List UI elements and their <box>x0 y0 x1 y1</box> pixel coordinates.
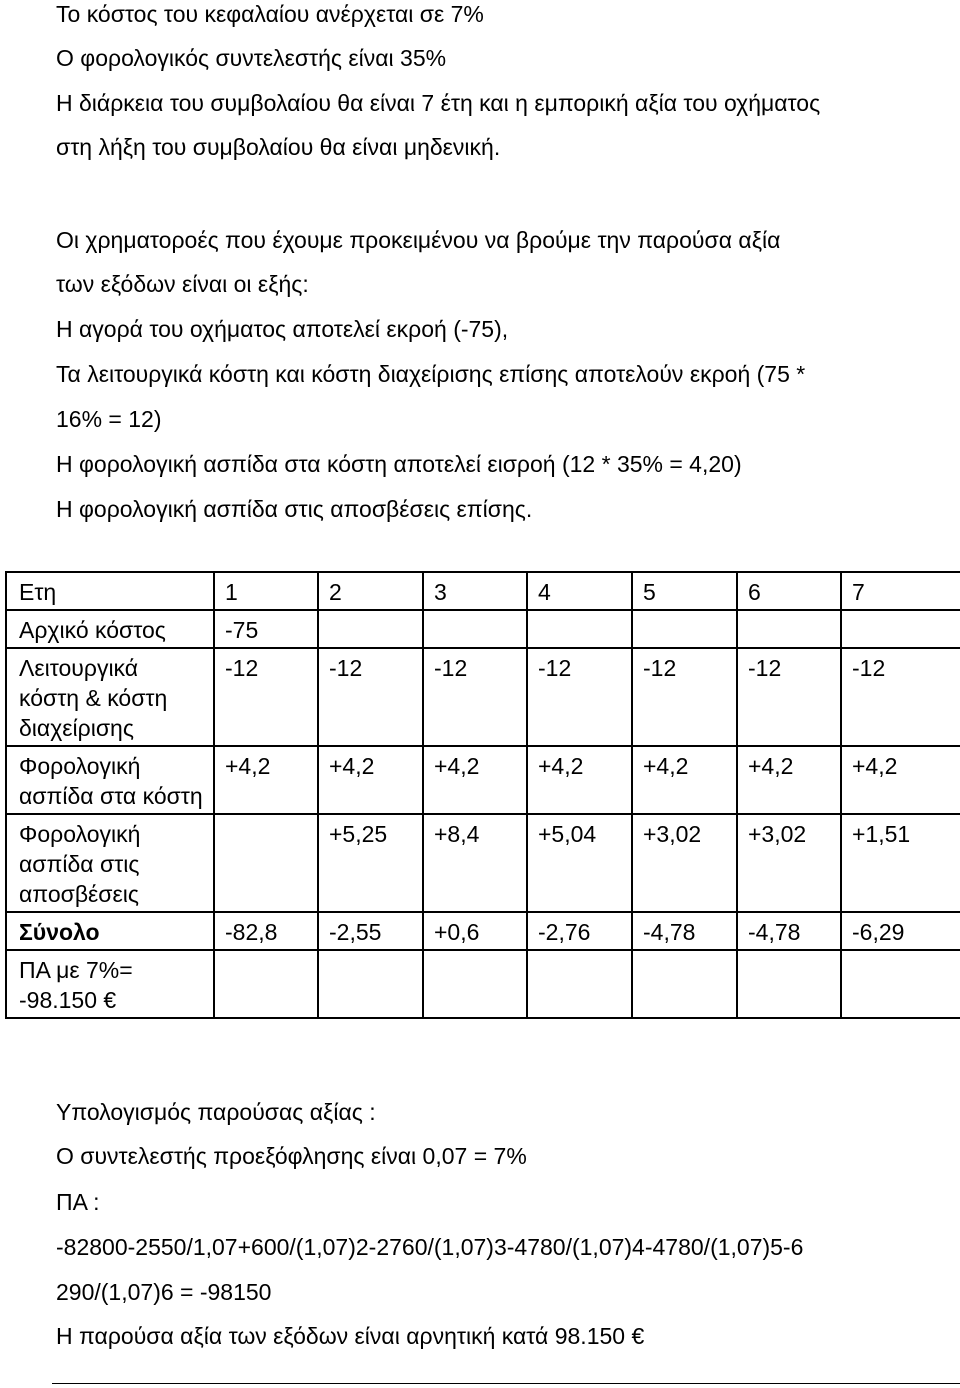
total-value-cell: -4,78 <box>632 912 737 950</box>
empty-cell <box>214 950 318 1018</box>
result-text: Η παρούσα αξία των εξόδων είναι αρνητική κατά 98.150 <box>56 1323 626 1349</box>
total-value-cell: -6,29 <box>841 912 960 950</box>
contract-duration-line: Η διάρκεια του συμβολαίου θα είναι 7 έτη και η εμπορική αξία του οχήματος <box>56 90 821 116</box>
contract-duration-line-cont: στη λήξη του συμβολαίου θα είναι μηδενική. <box>56 134 501 160</box>
present-value-label: ΠΑ με 7%= <box>19 957 133 983</box>
value-cell: +3,02 <box>632 814 737 912</box>
total-value-cell: +0,6 <box>423 912 527 950</box>
value-cell <box>214 814 318 912</box>
operating-costs-row <box>6 648 960 746</box>
tax-shield-costs-line: Η φορολογική ασπίδα στα κόστη αποτελεί εισροή (12 * 35% = 4,20) <box>56 451 742 477</box>
operating-costs-line: Τα λειτουργικά κόστη και κόστη διαχείρισης επίσης αποτελούν εκροή (75 * <box>56 361 806 387</box>
value-cell <box>632 610 737 648</box>
empty-cell <box>423 950 527 1018</box>
total-label-cell: Σύνολο <box>6 912 214 950</box>
row-label-cell: Φορολογική ασπίδα στις αποσβέσεις <box>6 814 214 912</box>
result-line <box>56 1325 644 1348</box>
calc-title: Υπολογισμός παρούσας αξίας : <box>56 1099 376 1125</box>
value-cell: +4,2 <box>214 746 318 814</box>
tax-rate-line: Ο φορολογικός συντελεστής είναι 35% <box>56 45 447 71</box>
year-header-cell: 7 <box>841 572 960 610</box>
year-header-cell: 5 <box>632 572 737 610</box>
present-value-row <box>6 950 960 1018</box>
initial-cost-row <box>6 610 960 648</box>
year-header-cell: 6 <box>737 572 841 610</box>
value-cell: +4,2 <box>632 746 737 814</box>
value-cell: -75 <box>214 610 318 648</box>
year-header-cell: 2 <box>318 572 423 610</box>
table-header-row <box>6 572 960 610</box>
value-cell: -12 <box>214 648 318 746</box>
empty-cell <box>632 950 737 1018</box>
value-cell: +5,25 <box>318 814 423 912</box>
empty-cell <box>737 950 841 1018</box>
discount-rate-line: Ο συντελεστής προεξόφλησης είναι 0,07 = 7% <box>56 1143 527 1169</box>
tax-shield-costs-row <box>6 746 960 814</box>
value-cell <box>318 610 423 648</box>
value-cell: +4,2 <box>527 746 632 814</box>
empty-cell <box>527 950 632 1018</box>
capital-cost-line: Το κόστος του κεφαλαίου ανέρχεται σε 7% <box>56 1 484 27</box>
value-cell <box>841 610 960 648</box>
row-label-cell: Αρχικό κόστος <box>6 610 214 648</box>
present-value-amount: -98.150 <box>19 987 98 1013</box>
total-row <box>6 912 960 950</box>
empty-cell <box>318 950 423 1018</box>
value-cell: +8,4 <box>423 814 527 912</box>
value-cell: +4,2 <box>423 746 527 814</box>
value-cell: +1,51 <box>841 814 960 912</box>
pa-label: ΠΑ : <box>56 1189 100 1215</box>
value-cell: +4,2 <box>737 746 841 814</box>
value-cell: +5,04 <box>527 814 632 912</box>
present-value-cell <box>6 950 214 1018</box>
flows-intro-line: Οι χρηματοροές που έχουμε προκειμένου να βρούμε την παρούσα αξία <box>56 227 781 253</box>
formula-line-cont: 290/(1,07)6 = -98150 <box>56 1279 272 1305</box>
value-cell: -12 <box>527 648 632 746</box>
total-value-cell: -4,78 <box>737 912 841 950</box>
value-cell: +3,02 <box>737 814 841 912</box>
operating-costs-line-cont: 16% = 12) <box>56 406 162 432</box>
euro-icon: € <box>103 987 117 1013</box>
cash-flow-table <box>5 571 960 1019</box>
value-cell: -12 <box>318 648 423 746</box>
tax-shield-depreciation-row <box>6 814 960 912</box>
flows-intro-line-cont: των εξόδων είναι οι εξής: <box>56 271 309 297</box>
years-header-cell: Ετη <box>6 572 214 610</box>
year-header-cell: 4 <box>527 572 632 610</box>
value-cell <box>527 610 632 648</box>
value-cell: +4,2 <box>841 746 960 814</box>
total-value-cell: -2,55 <box>318 912 423 950</box>
formula-line: -82800-2550/1,07+600/(1,07)2-2760/(1,07)3-4780/(1,07)4-4780/(1,07)5-6 <box>56 1234 804 1260</box>
row-label-cell: Λειτουργικά κόστη & κόστη διαχείρισης <box>6 648 214 746</box>
value-cell: -12 <box>841 648 960 746</box>
empty-cell <box>841 950 960 1018</box>
value-cell <box>737 610 841 648</box>
value-cell <box>423 610 527 648</box>
value-cell: +4,2 <box>318 746 423 814</box>
year-header-cell: 3 <box>423 572 527 610</box>
value-cell: -12 <box>737 648 841 746</box>
vehicle-purchase-line: Η αγορά του οχήματος αποτελεί εκροή (-75), <box>56 316 509 342</box>
total-value-cell: -82,8 <box>214 912 318 950</box>
footer-divider <box>52 1383 960 1384</box>
euro-icon: € <box>631 1323 645 1349</box>
value-cell: -12 <box>632 648 737 746</box>
row-label-cell: Φορολογική ασπίδα στα κόστη <box>6 746 214 814</box>
total-value-cell: -2,76 <box>527 912 632 950</box>
year-header-cell: 1 <box>214 572 318 610</box>
value-cell: -12 <box>423 648 527 746</box>
tax-shield-depreciation-line: Η φορολογική ασπίδα στις αποσβέσεις επίσης. <box>56 496 533 522</box>
